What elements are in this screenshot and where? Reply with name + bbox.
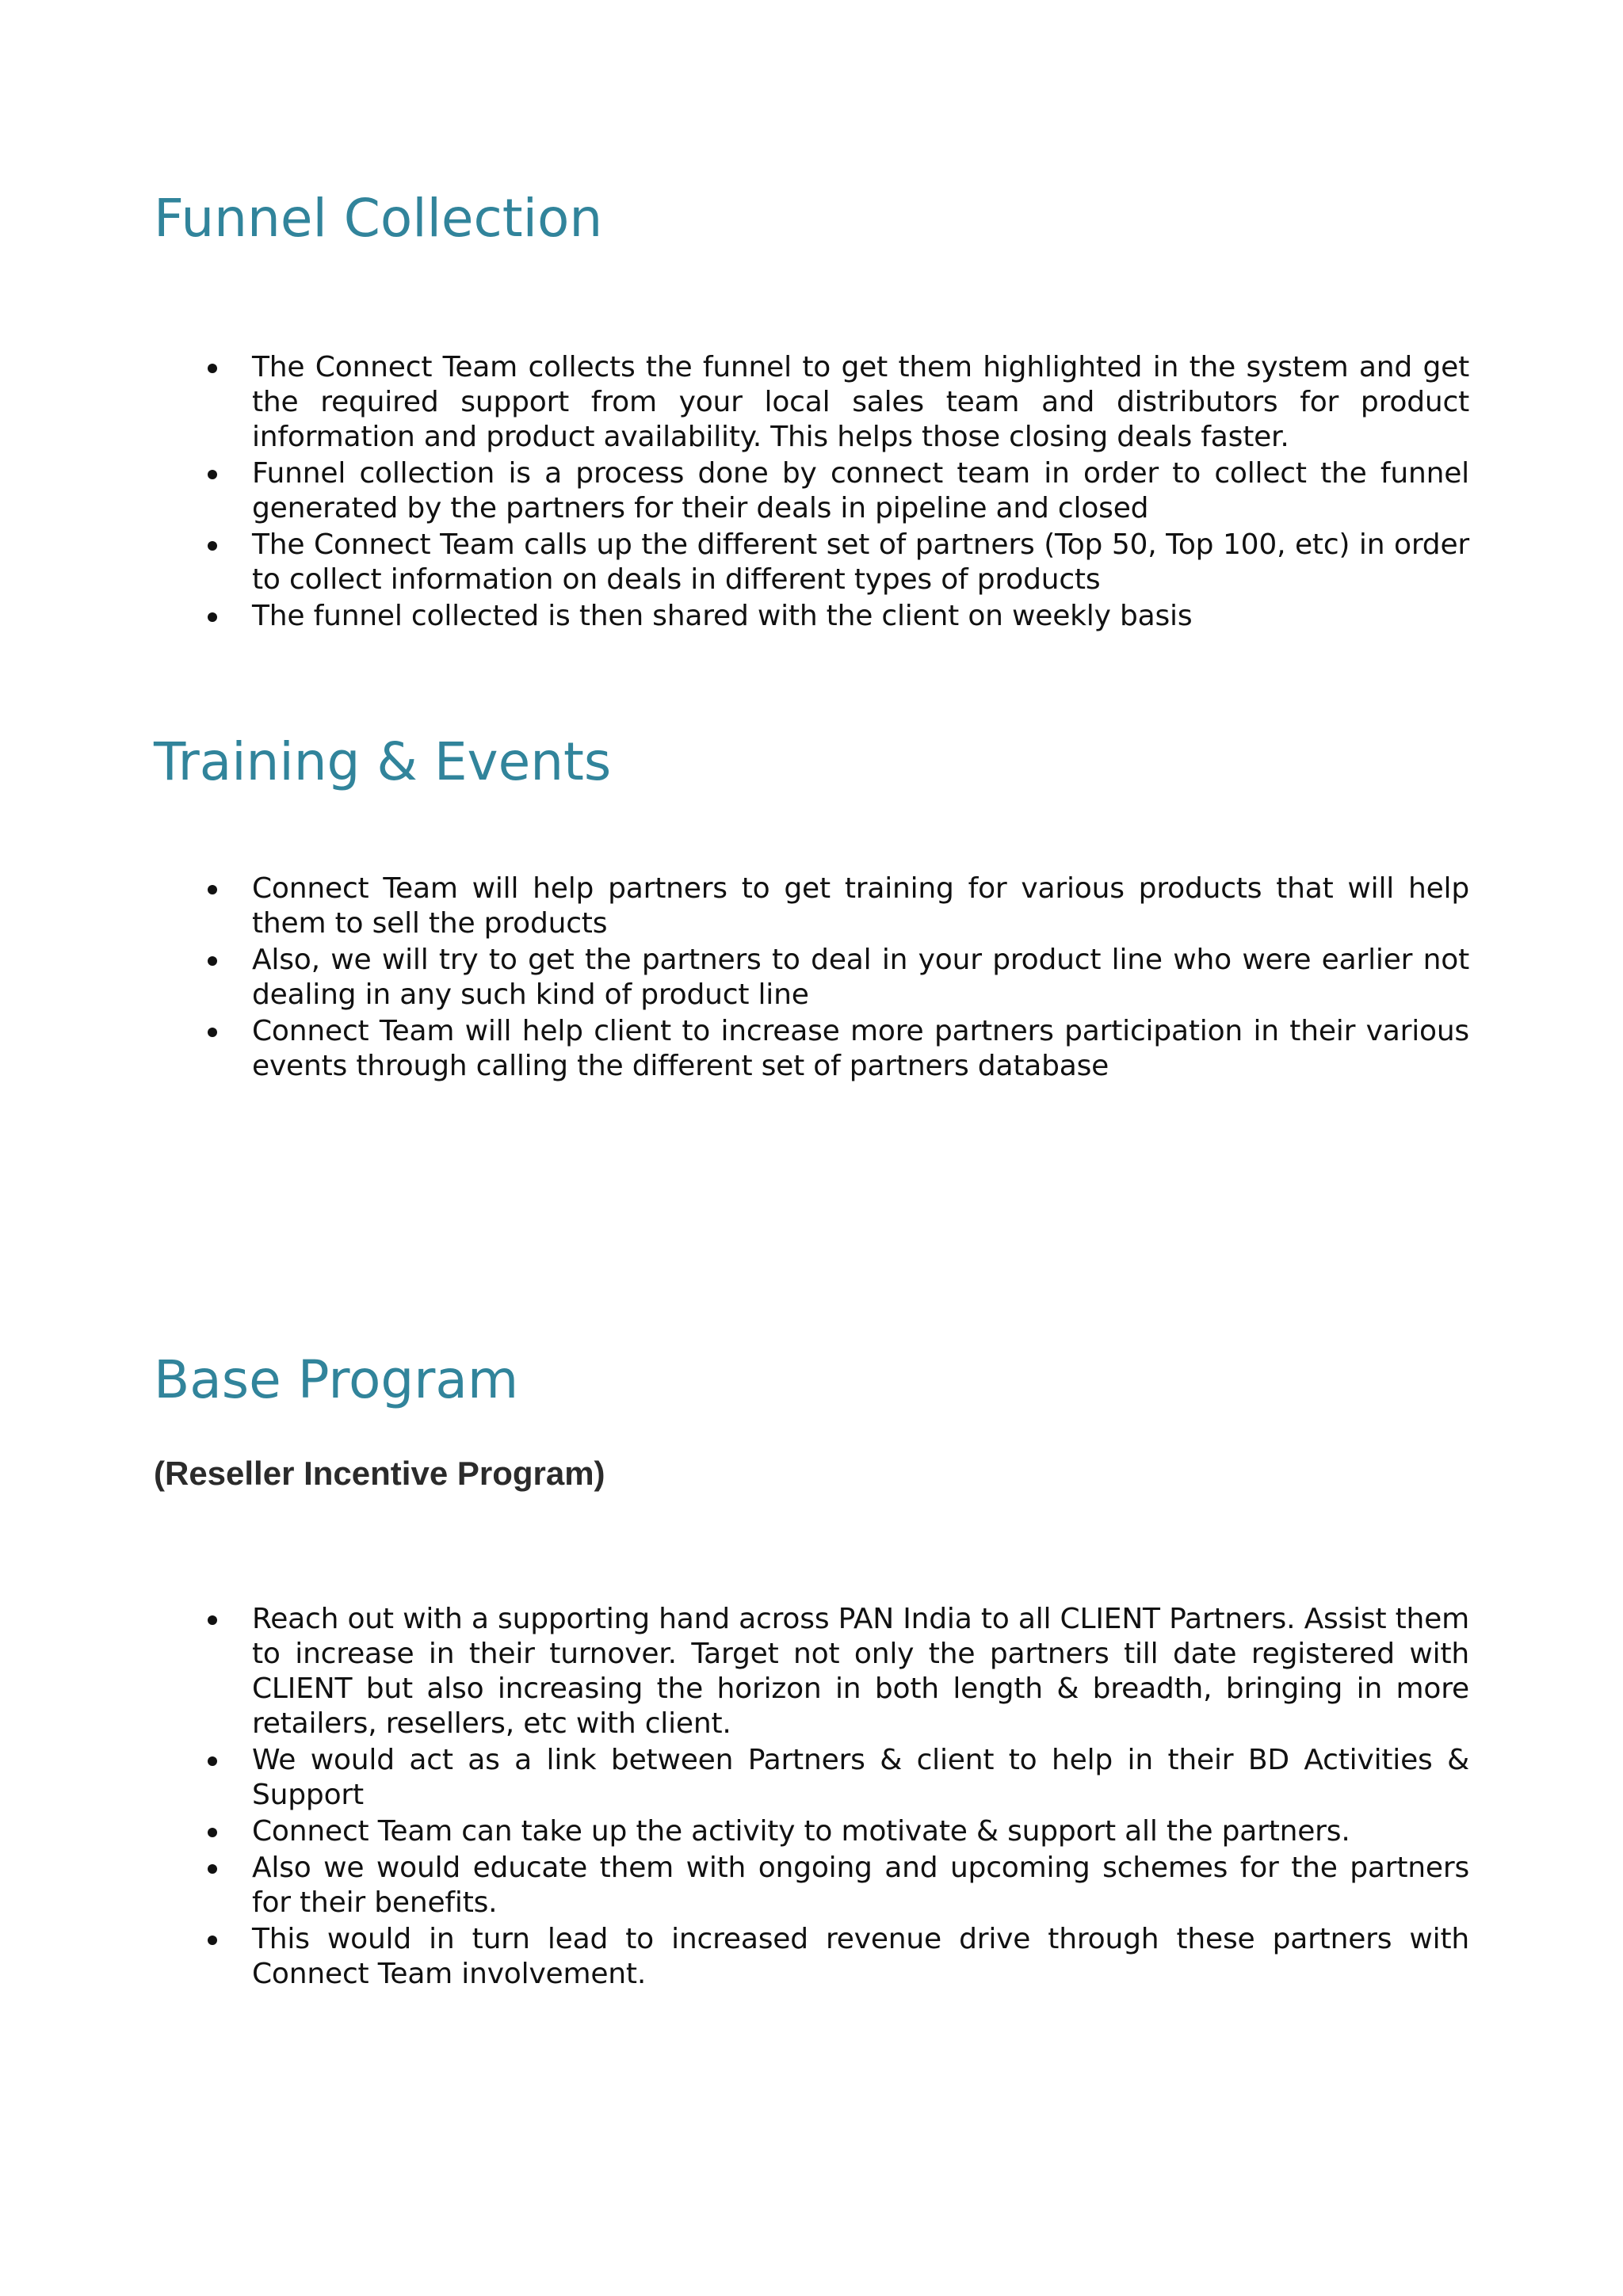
bullet-icon	[208, 1615, 217, 1625]
bullet-icon	[208, 364, 217, 373]
list-item	[252, 1814, 1469, 1849]
bullet-icon	[208, 1028, 217, 1037]
bullet-icon	[208, 1864, 217, 1874]
list-item-text: This would in turn lead to increased revenue drive through these partners with Connect Team involvement.	[252, 1923, 1469, 1990]
list-item-text: The Connect Team collects the funnel to get them highlighted in the system and get the required support from your local sales team and distributors for product information and product availability. This helps those closing deals faster.	[252, 351, 1469, 453]
list-item	[252, 1851, 1469, 1920]
funnel-collection-list	[252, 350, 1469, 635]
bullet-icon	[208, 1756, 217, 1766]
list-item-text: Connect Team will help partners to get training for various products that will help them to sell the products	[252, 872, 1469, 940]
list-item	[252, 456, 1469, 526]
training-events-list	[252, 871, 1469, 1085]
list-item-text: Funnel collection is a process done by connect team in order to collect the funnel generated by the partners for their deals in pipeline and closed	[252, 457, 1469, 524]
list-item-text: The funnel collected is then shared with the client on weekly basis	[252, 600, 1193, 632]
list-item	[252, 1743, 1469, 1813]
section-title-training-events: Training & Events	[154, 731, 612, 792]
bullet-icon	[208, 541, 217, 551]
bullet-icon	[208, 1828, 217, 1837]
bullet-icon	[208, 1936, 217, 1945]
list-item	[252, 350, 1469, 455]
list-item	[252, 871, 1469, 941]
list-item	[252, 1922, 1469, 1992]
list-item-text: Also, we will try to get the partners to deal in your product line who were earlier not dealing in any such kind of product line	[252, 944, 1469, 1011]
list-item-text: Reach out with a supporting hand across PAN India to all CLIENT Partners. Assist them to increase in their turnover. Target not only the partners till date registered with CLIENT but also increasing the horizon in both length & breadth, bringing in more retailers, resellers, etc with client.	[252, 1603, 1469, 1740]
list-item	[252, 528, 1469, 597]
list-item-text: The Connect Team calls up the different set of partners (Top 50, Top 100, etc) in order to collect information on deals in different types of products	[252, 528, 1469, 596]
list-item-text: We would act as a link between Partners & client to help in their BD Activities & Support	[252, 1744, 1469, 1811]
base-program-list	[252, 1602, 1469, 1993]
bullet-icon	[208, 956, 217, 966]
section-title-funnel-collection: Funnel Collection	[154, 188, 603, 249]
list-item	[252, 599, 1469, 634]
list-item	[252, 1014, 1469, 1084]
list-item-text: Connect Team can take up the activity to motivate & support all the partners.	[252, 1815, 1350, 1848]
list-item	[252, 1602, 1469, 1741]
bullet-icon	[208, 612, 217, 622]
bullet-icon	[208, 885, 217, 894]
bullet-icon	[208, 470, 217, 479]
list-item	[252, 943, 1469, 1013]
section-subtitle: (Reseller Incentive Program)	[154, 1455, 605, 1492]
section-title-base-program: Base Program	[154, 1349, 519, 1410]
list-item-text: Connect Team will help client to increase more partners participation in their various events through calling the different set of partners database	[252, 1015, 1469, 1082]
list-item-text: Also we would educate them with ongoing and upcoming schemes for the partners for their benefits.	[252, 1852, 1469, 1919]
